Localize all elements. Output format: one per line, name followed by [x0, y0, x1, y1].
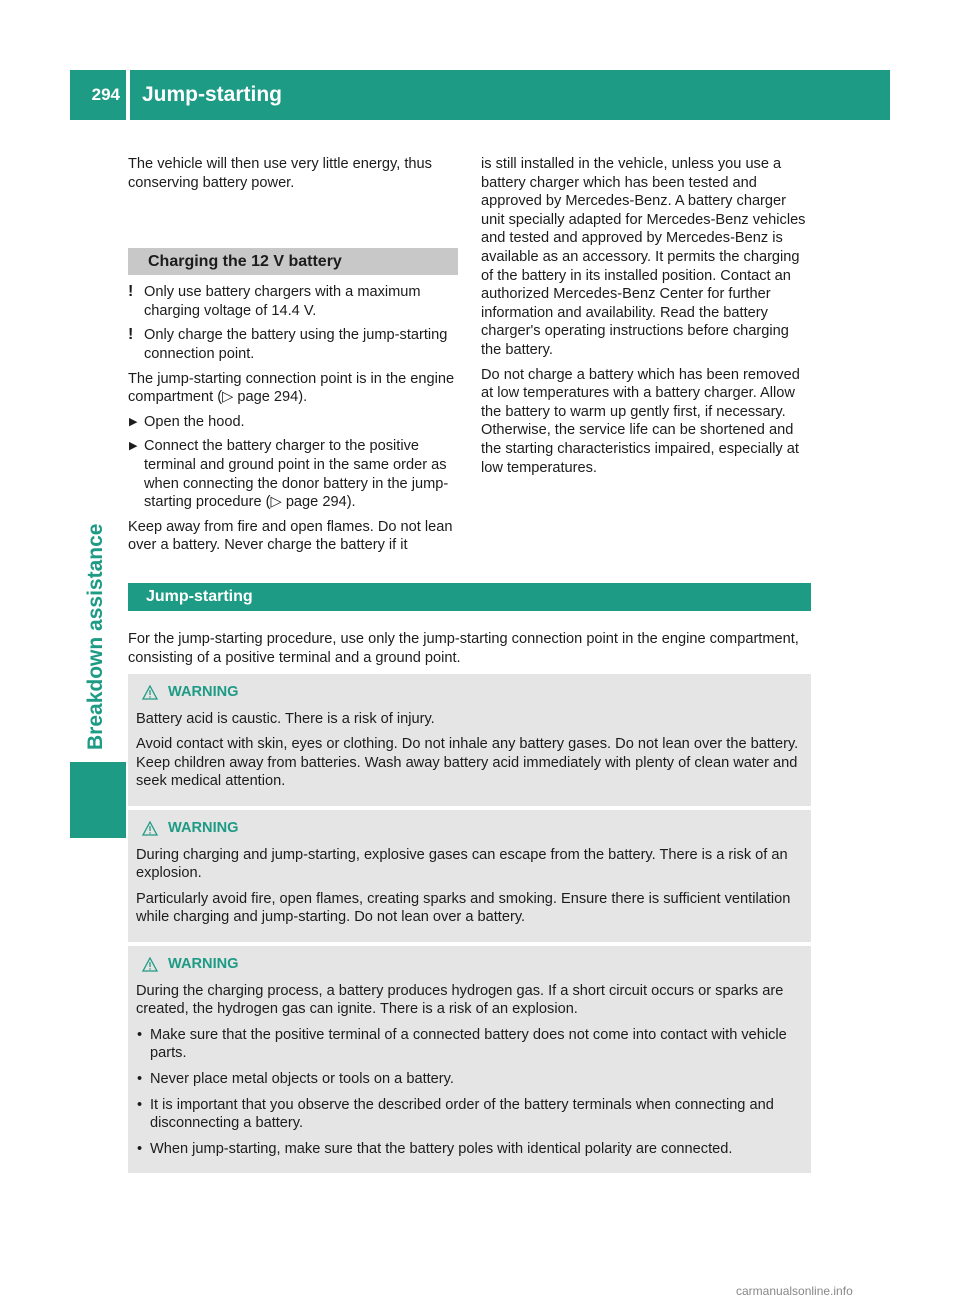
- exclamation-icon: !: [128, 283, 134, 301]
- closing-paragraph: Keep away from fire and open flames. Do not lean over a battery. Never charge the battery if it: [128, 518, 453, 554]
- left-column: [128, 155, 458, 561]
- warning-box: [128, 946, 811, 1173]
- warning-title: [136, 955, 803, 974]
- step-arrow-icon: ▶: [129, 415, 138, 428]
- bullet-text: Never place metal objects or tools on a battery.: [150, 1070, 454, 1087]
- bullet-text: Make sure that the positive terminal of a connected battery does not come into contact with vehicle parts.: [150, 1026, 787, 1062]
- warning-title: [136, 683, 803, 702]
- note-text: Only charge the battery using the jump-starting connection point.: [144, 327, 448, 362]
- step-item: [128, 437, 458, 511]
- charger-paragraph: is still installed in the vehicle, unless you use a battery charger which has been tested and approved by Mercedes-Benz. A battery charger unit specially adapted for Mercedes-Benz vehicles and tested and approved by Mercedes-Benz is available as an accessory. It permits the charging of the battery in its installed position. Contact an authorized Mercedes-Benz Center for further information and availability. Read the battery charger's operating instructions before charging the battery.: [481, 156, 806, 358]
- warning-label: WARNING: [168, 684, 239, 700]
- warning-triangle-icon: [142, 821, 158, 836]
- section-heading-jump-starting: Jump-starting: [128, 583, 811, 611]
- right-column: [481, 155, 811, 483]
- bullet-item: [136, 1096, 803, 1133]
- section-heading-charging: Charging the 12 V battery: [128, 248, 458, 275]
- intro-paragraph: The vehicle will then use very little energy, thus conserving battery power.: [128, 156, 432, 191]
- footer-watermark: carmanualsonline.info: [736, 1284, 853, 1298]
- warning-text: During the charging process, a battery produces hydrogen gas. If a short circuit occurs or sparks are created, the hydrogen gas can ignite. There is a risk of an explosion.: [136, 982, 784, 1018]
- warning-triangle-icon: [142, 685, 158, 700]
- side-chapter-label: Breakdown assistance: [84, 523, 107, 750]
- warning-box: [128, 810, 811, 942]
- note-item: [128, 326, 458, 363]
- side-tab-block: [70, 762, 126, 838]
- exclamation-icon: !: [128, 326, 134, 344]
- bullet-icon: •: [137, 1026, 143, 1043]
- bullet-text: It is important that you observe the described order of the battery terminals when connecting and disconnecting a battery.: [150, 1096, 774, 1132]
- warning-label: WARNING: [168, 956, 239, 972]
- bullet-text: When jump-starting, make sure that the battery poles with identical polarity are connected.: [150, 1140, 733, 1157]
- warning-box: [128, 674, 811, 806]
- bullet-icon: •: [137, 1140, 143, 1157]
- note-item: [128, 283, 458, 320]
- cold-battery-paragraph: Do not charge a battery which has been removed at low temperatures with a battery charger. Allow the battery to warm up gently first, if necessary. Otherwise, the service life can be shortened and the starting characteristics impaired, especially at low temperatures.: [481, 366, 800, 476]
- warning-text: Avoid contact with skin, eyes or clothing. Do not inhale any battery gases. Do not lean over the battery. Keep children away from batteries. Wash away battery acid immediately with plenty of clean water and seek medical attention.: [136, 736, 799, 790]
- bullet-icon: •: [137, 1096, 143, 1113]
- location-paragraph: The jump-starting connection point is in the engine compartment (▷ page 294).: [128, 370, 455, 406]
- bullet-item: [136, 1070, 803, 1089]
- page-title: Jump-starting: [130, 70, 890, 120]
- page-number: 294: [70, 70, 126, 120]
- step-text: Connect the battery charger to the positive terminal and ground point in the same order as when connecting the donor battery in the jump-starting procedure (▷ page 294).: [144, 438, 449, 511]
- warning-title: [136, 819, 803, 838]
- bullet-item: [136, 1026, 803, 1063]
- warning-label: WARNING: [168, 820, 239, 836]
- note-text: Only use battery chargers with a maximum charging voltage of 14.4 V.: [144, 284, 421, 319]
- step-item: [128, 413, 458, 432]
- warning-text: During charging and jump-starting, explosive gases can escape from the battery. There is a risk of an explosion.: [136, 846, 788, 882]
- bullet-item: [136, 1140, 803, 1159]
- jump-starting-intro: For the jump-starting procedure, use only the jump-starting connection point in the engine compartment, consisting of a positive terminal and a ground point.: [128, 631, 799, 666]
- warning-text: Particularly avoid fire, open flames, creating sparks and smoking. Ensure there is sufficient ventilation while charging and jump-starting. Do not lean over a battery.: [136, 890, 791, 926]
- warning-text: Battery acid is caustic. There is a risk of injury.: [136, 710, 435, 727]
- warning-triangle-icon: [142, 957, 158, 972]
- bullet-icon: •: [137, 1070, 143, 1087]
- step-text: Open the hood.: [144, 413, 245, 430]
- step-arrow-icon: ▶: [129, 440, 138, 453]
